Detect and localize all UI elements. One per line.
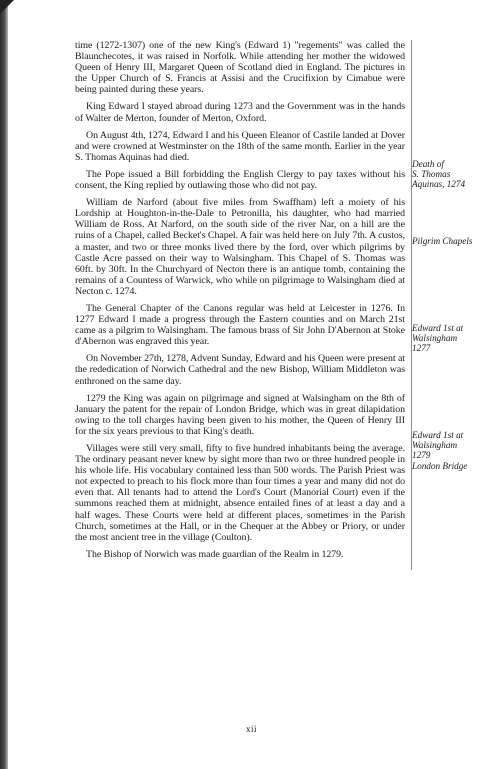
margin-note-line: Walsingham (412, 440, 458, 451)
margin-rule-line (411, 40, 412, 570)
paragraph: On November 27th, 1278, Advent Sunday, Edward and his Queen were present at the rededication of Norwich Cathedral and the new Bishop, William Middleton was enthroned on the same day. (75, 353, 405, 387)
main-text-column (75, 40, 405, 566)
paragraph: King Edward I stayed abroad during 1273 and the Government was in the hands of Walter de Merton, founder of Merton, Oxford. (75, 101, 405, 124)
book-binding-edge (0, 0, 8, 769)
paragraph: The Pope issued a Bill forbidding the English Clergy to pay taxes without his consent, the King replied by outlawing those who did not pay. (75, 168, 405, 192)
page-corner-shadow (0, 0, 14, 14)
paragraph: The Bishop of Norwich was made guardian of the Realm in 1279. (86, 548, 344, 560)
margin-note-line: London Bridge (412, 461, 468, 471)
paragraph: William de Narford (about five miles from Swaffham) left a moiety of his Lordship at Houghton-in-the-Dale to Petronilla, his daughter, who had married William de Ross. At Narford, on the south side of the river Nar, on a hill are the ruins of a Chapel, called Becket's Chapel. A fair was held here on July 7th. A custos, a master, and two or three monks lived there by the ford, over which pilgrims by Castle Acre passed on their way to Walsingham. This Chapel of S. Thomas was 60ft. by 30ft. In the Churchyard of Necton there is an antique tomb, containing the remains of a Countess of Warwick, who while on pilgrimage to Walsingham died at Necton c. 1274. (75, 197, 405, 297)
margin-note-aquinas (412, 159, 492, 190)
margin-note-edward-1279 (412, 430, 492, 461)
margin-note-line: Death of (412, 159, 444, 169)
margin-note-line: Edward 1st at (412, 323, 464, 333)
paragraph: 1279 the King was again on pilgrimage and signed at Walsingham on the 8th of January the patent for the repair of London Bridge, which was in great dilapidation owing to the toll charges having been given to his mother, the Queen of Henry III for the six years previous to that King's death. (75, 392, 405, 437)
margin-note-london-bridge (412, 461, 492, 471)
margin-note-edward-1277 (412, 323, 492, 354)
margin-note-line: Pilgrim Chapels (412, 236, 473, 246)
margin-note-line: Walsingham (412, 333, 458, 344)
margin-note-line: 1279 (412, 450, 431, 461)
margin-note-pilgrim-chapels (412, 236, 492, 246)
paragraph: Villages were still very small, fifty to five hundred inhabitants being the average. The ordinary peasant never knew by sight more than two or three hundred people in his whole life. His vocabulary contained less than 500 words. The Parish Priest was not expected to preach to his flock more than four times a year and many did not do even that. All tenants had to attend the Lord's Court (Manorial Court) even if the summons reached them at midnight, absence entailed fines of at least a day and a half wages. These Courts were held at different places, sometimes in the Parish Church, sometimes at the Hall, or in the Chequer at the Abbey or Priory, or under the most ancient tree in the village (Coulton). (75, 443, 405, 543)
margin-note-line: S. Thomas (412, 169, 451, 180)
paragraph: On August 4th, 1274, Edward I and his Queen Eleanor of Castile landed at Dover and were crowned at Westminster on the 18th of the same month. Earlier in the year S. Thomas Aquinas had died. (75, 129, 405, 163)
margin-note-line: 1277 (412, 343, 431, 354)
margin-note-line: Aquinas, 1274 (412, 179, 466, 190)
paragraph: The General Chapter of the Canons regular was held at Leicester in 1276. In 1277 Edward I made a progress through the Eastern counties and on March 21st came as a pilgrim to Walsingham. The famous brass of Sir John D'Abernon at Stoke d'Abernon was engraved this year. (75, 302, 405, 348)
margin-note-line: Edward 1st at (412, 430, 464, 440)
paragraph: time (1272-1307) one of the new King's (Edward 1) "regements" was called the Blaunchecotes, it was raised in Norfolk. While attending her mother the widowed Queen of Henry III, Margaret Queen of Scotland died in England. The pictures in the Upper Church of S. Francis at Assisi and the Crucifixion by Cimabue were being painted during these years. (75, 40, 405, 96)
page-number: xii (246, 724, 258, 734)
